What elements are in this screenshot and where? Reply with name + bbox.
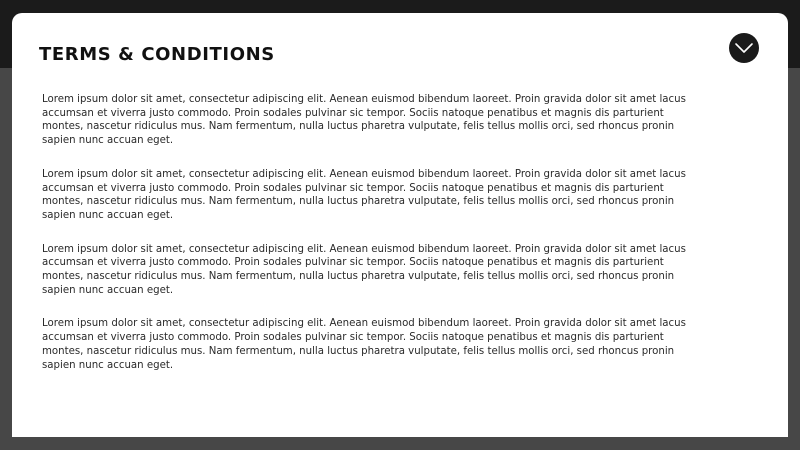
- terms-paragraph: Lorem ipsum dolor sit amet, consectetur adipiscing elit. Aenean euismod bibendum laoreet. Proin gravida dolor sit amet lacus accumsan et viverra justo commodo. Proin sodales pulvinar sic tempor. Sociis natoque penatibus et magnis dis parturient montes, nascetur ridiculus mus. Nam fermentum, nulla luctus pharetra vulputate, felis tellus mollis orci, sed rhoncus pronin sapien nunc accuan eget.: [42, 243, 686, 296]
- terms-paragraph: Lorem ipsum dolor sit amet, consectetur adipiscing elit. Aenean euismod bibendum laoreet. Proin gravida dolor sit amet lacus accumsan et viverra justo commodo. Proin sodales pulvinar sic tempor. Sociis natoque penatibus et magnis dis parturient montes, nascetur ridiculus mus. Nam fermentum, nulla luctus pharetra vulputate, felis tellus mollis orci, sed rhoncus pronin sapien nunc accuan eget.: [42, 318, 686, 371]
- chevron-down-icon: [734, 42, 754, 54]
- terms-paragraph: Lorem ipsum dolor sit amet, consectetur adipiscing elit. Aenean euismod bibendum laoreet. Proin gravida dolor sit amet lacus accumsan et viverra justo commodo. Proin sodales pulvinar sic tempor. Sociis natoque penatibus et magnis dis parturient montes, nascetur ridiculus mus. Nam fermentum, nulla luctus pharetra vulputate, felis tellus mollis orci, sed rhoncus pronin sapien nunc accuan eget.: [42, 168, 686, 221]
- terms-content: [42, 93, 704, 392]
- modal-title: TERMS & CONDITIONS: [39, 44, 275, 65]
- terms-modal: [12, 13, 788, 437]
- terms-paragraph: Lorem ipsum dolor sit amet, consectetur adipiscing elit. Aenean euismod bibendum laoreet. Proin gravida dolor sit amet lacus accumsan et viverra justo commodo. Proin sodales pulvinar sic tempor. Sociis natoque penatibus et magnis dis parturient montes, nascetur ridiculus mus. Nam fermentum, nulla luctus pharetra vulputate, felis tellus mollis orci, sed rhoncus pronin sapien nunc accuan eget.: [42, 94, 686, 147]
- close-modal-button[interactable]: [729, 33, 759, 63]
